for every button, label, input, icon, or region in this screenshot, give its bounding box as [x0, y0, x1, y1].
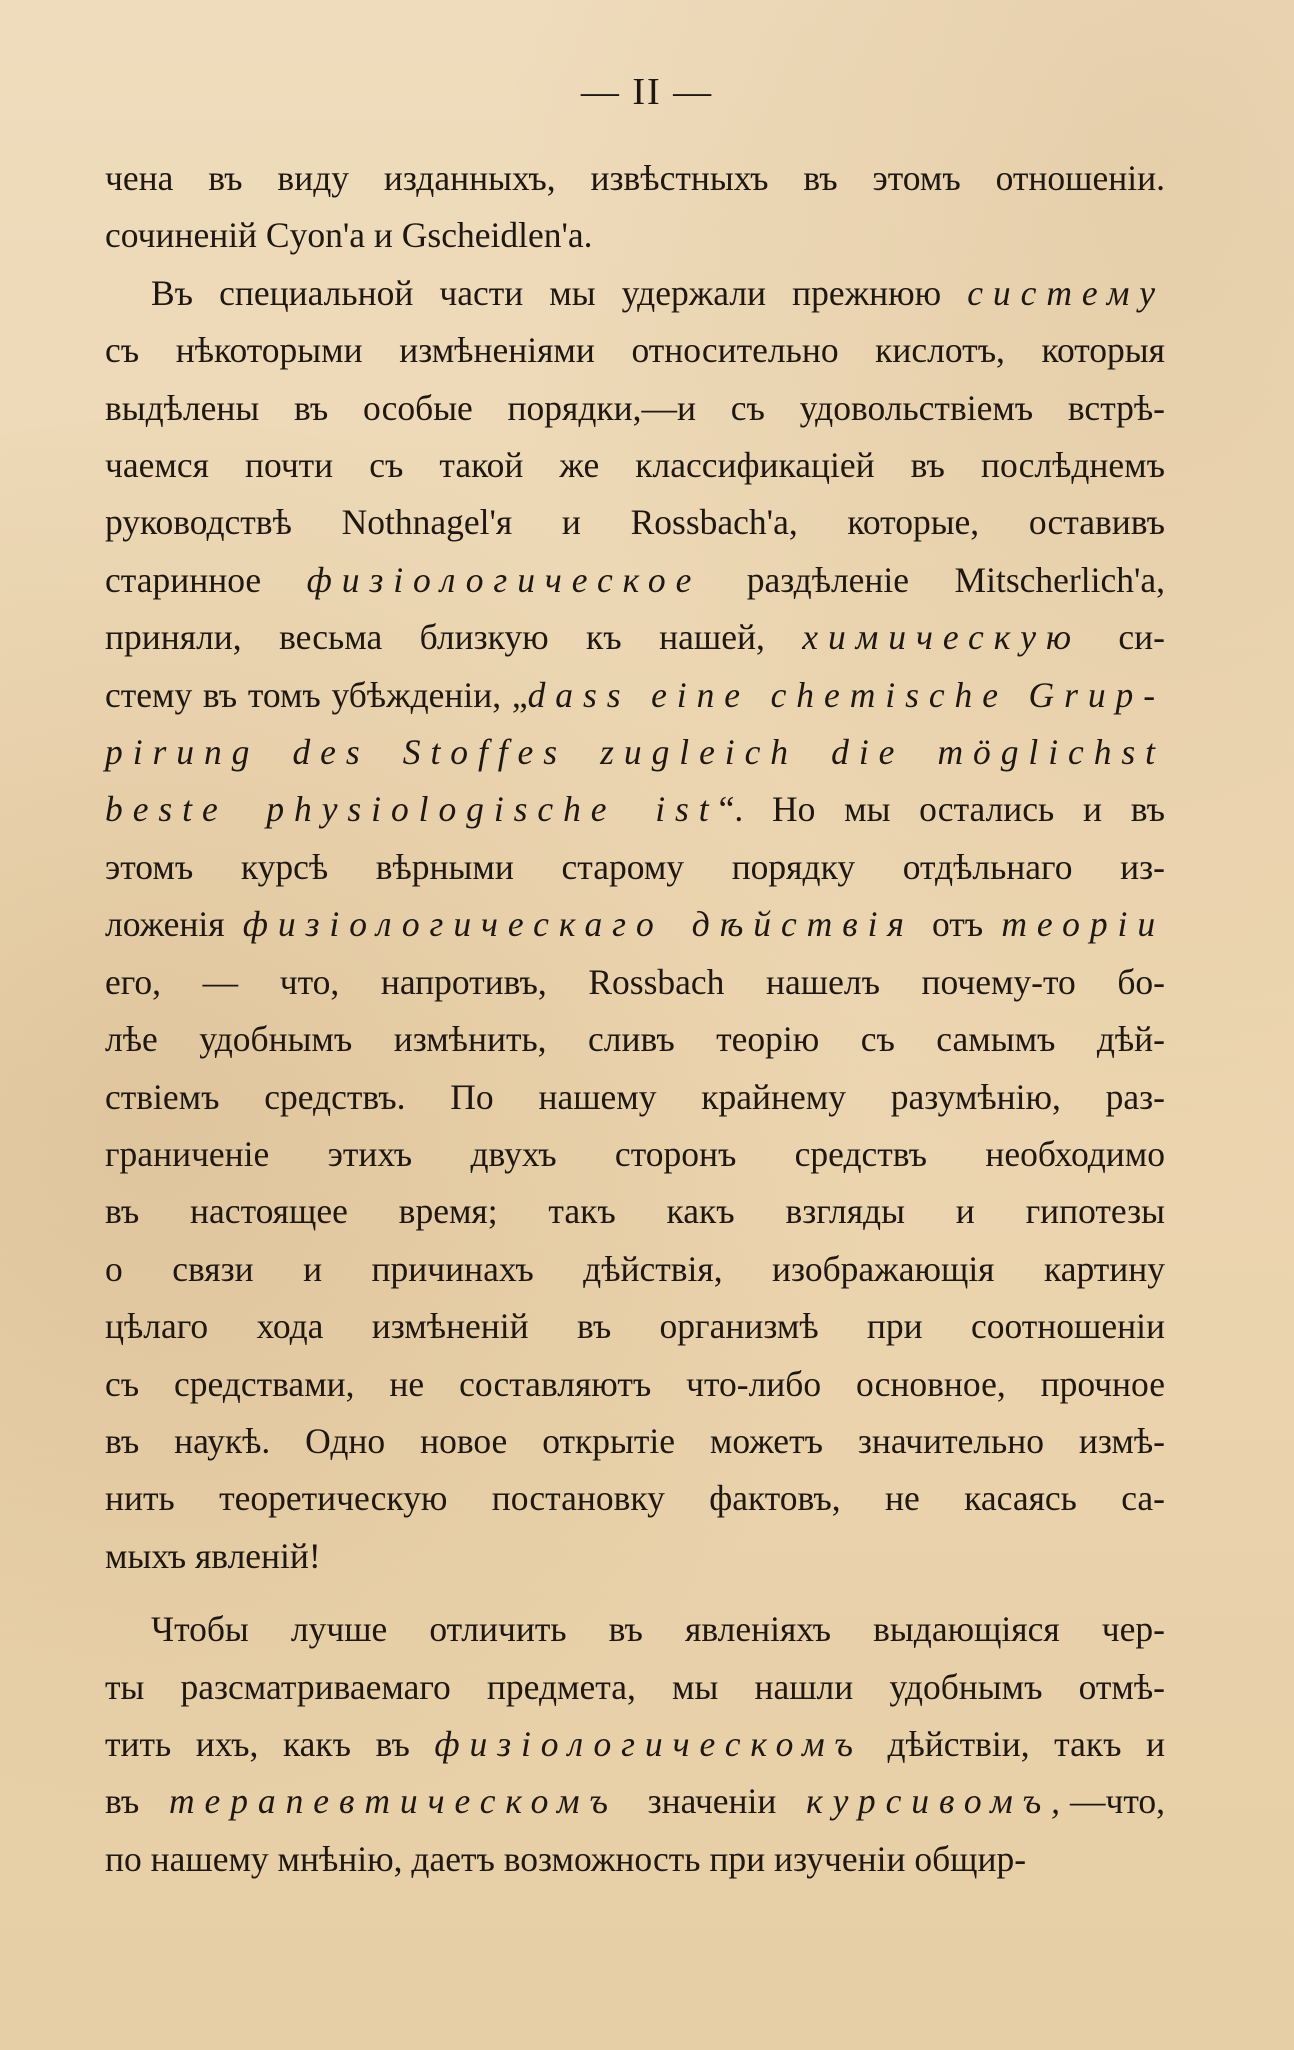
page-number: — II —	[580, 71, 714, 113]
text-span: значенiи	[617, 1781, 807, 1822]
text-line	[105, 667, 1165, 724]
text-span: чена въ виду изданныхъ, извѣстныхъ въ этомъ отношенiи.	[105, 158, 1165, 198]
text-span: въ	[105, 1781, 169, 1822]
italic-span: beste physiologische ist	[105, 789, 719, 830]
text-span: мыхъ явленiй!	[105, 1535, 321, 1576]
text-line	[105, 1773, 1165, 1830]
text-line	[105, 265, 1165, 322]
text-line	[105, 437, 1165, 494]
text-span: граниченiе этихъ двухъ сторонъ средствъ необходимо	[105, 1133, 1165, 1174]
text-span: ты разсматриваемаго предмета, мы нашли удобнымъ отмѣ-	[105, 1666, 1165, 1707]
text-span: цѣлаго хода измѣненiй въ организмѣ при соотношенiи	[105, 1306, 1165, 1347]
text-span: си-	[1080, 617, 1165, 658]
text-span: о связи и причинахъ дѣйствiя, изображающiя картину	[105, 1248, 1165, 1289]
text-span: Въ специальной части мы удержали прежнюю	[151, 272, 968, 313]
text-line	[105, 1470, 1165, 1527]
italic-span: систему	[967, 272, 1165, 313]
text-span: лѣе удобнымъ измѣнить, сливъ теорiю съ самымъ дѣй-	[105, 1019, 1165, 1060]
text-line	[105, 1659, 1165, 1716]
text-span: сочиненiй Cyon'a и Gscheidlen'a.	[105, 215, 593, 256]
text-line	[105, 494, 1165, 551]
text-line	[105, 150, 1165, 207]
text-span: его, — что, напротивъ, Rossbach нашелъ почему-то бо-	[105, 961, 1165, 1002]
text-span: въ настоящее время; такъ какъ взгляды и гипотезы	[105, 1191, 1165, 1232]
text-span: съ средствами, не составляютъ что-либо основное, прочное	[105, 1363, 1165, 1404]
text-span: отъ	[913, 904, 1002, 945]
text-line	[105, 1831, 1165, 1888]
text-span: чаемся почти съ такой же классификацiей въ послѣднемъ	[105, 445, 1165, 486]
text-line	[105, 1126, 1165, 1183]
italic-span: dass eine chemische Grup-	[527, 674, 1166, 715]
text-span: раздѣленiе Mitscherlich'a,	[701, 559, 1165, 600]
text-line	[105, 552, 1165, 609]
text-span: старинное	[105, 559, 307, 600]
text-line	[105, 380, 1165, 437]
text-span: приняли, весьма близкую къ нашей,	[105, 617, 803, 658]
text-span: “. Но мы остались и въ	[718, 789, 1165, 830]
text-span: по нашему мнѣнiю, даетъ возможность при изученiи общир-	[105, 1838, 1027, 1879]
italic-span: химическую	[802, 617, 1081, 658]
text-line	[105, 1356, 1165, 1413]
text-span: тить ихъ, какъ въ	[105, 1723, 435, 1764]
text-line	[105, 1011, 1165, 1068]
text-line	[105, 609, 1165, 666]
text-line	[105, 1183, 1165, 1240]
text-line	[105, 1601, 1165, 1658]
text-line	[105, 839, 1165, 896]
text-line	[105, 896, 1165, 953]
text-span: дѣйствiи, такъ и	[862, 1723, 1165, 1764]
italic-span: физiологическомъ	[434, 1723, 863, 1764]
body-text	[105, 150, 1165, 1888]
text-line	[105, 1528, 1165, 1585]
text-line	[105, 781, 1165, 838]
text-line	[105, 1241, 1165, 1298]
italic-span: физiологическое	[306, 559, 702, 600]
italic-span: pirung des Stoffes zugleich die möglichst	[105, 732, 1165, 773]
text-line	[105, 1716, 1165, 1773]
text-span: въ наукѣ. Одно новое открытiе можетъ значительно измѣ-	[105, 1420, 1165, 1461]
text-span: стему въ томъ убѣжденiи, „	[105, 674, 528, 715]
italic-span: физiологическаго дѣйствiя	[242, 904, 914, 945]
text-line	[105, 322, 1165, 379]
text-line	[105, 1069, 1165, 1126]
text-span: нить теоретическую постановку фактовъ, не касаясь са-	[105, 1478, 1165, 1519]
text-span: ствiемъ средствъ. По нашему крайнему разумѣнiю, раз-	[105, 1076, 1165, 1117]
text-line	[105, 724, 1165, 781]
text-line	[105, 1298, 1165, 1355]
text-span: —что,	[1069, 1781, 1165, 1822]
italic-span: теорiи	[1001, 904, 1166, 945]
paragraph	[105, 1601, 1165, 1888]
italic-span: терапевтическомъ	[168, 1781, 618, 1822]
text-line	[105, 207, 1165, 264]
text-span: съ нѣкоторыми измѣненiями относительно кислотъ, которыя	[105, 330, 1165, 371]
text-line	[105, 1413, 1165, 1470]
text-span: ложенiя	[105, 904, 243, 945]
text-line	[105, 954, 1165, 1011]
text-span: Чтобы лучше отличить въ явленiяхъ выдающiяся чер-	[151, 1609, 1165, 1650]
text-span: выдѣлены въ особые порядки,—и съ удовольствiемъ встрѣ-	[105, 387, 1165, 428]
italic-span: курсивомъ,	[806, 1781, 1070, 1822]
text-span: этомъ курсѣ вѣрными старому порядку отдѣльнаго из-	[105, 846, 1165, 887]
paragraph	[105, 150, 1165, 265]
paragraph	[105, 265, 1165, 1585]
text-span: руководствѣ Nothnagel'я и Rossbach'а, которые, оставивъ	[105, 502, 1165, 543]
